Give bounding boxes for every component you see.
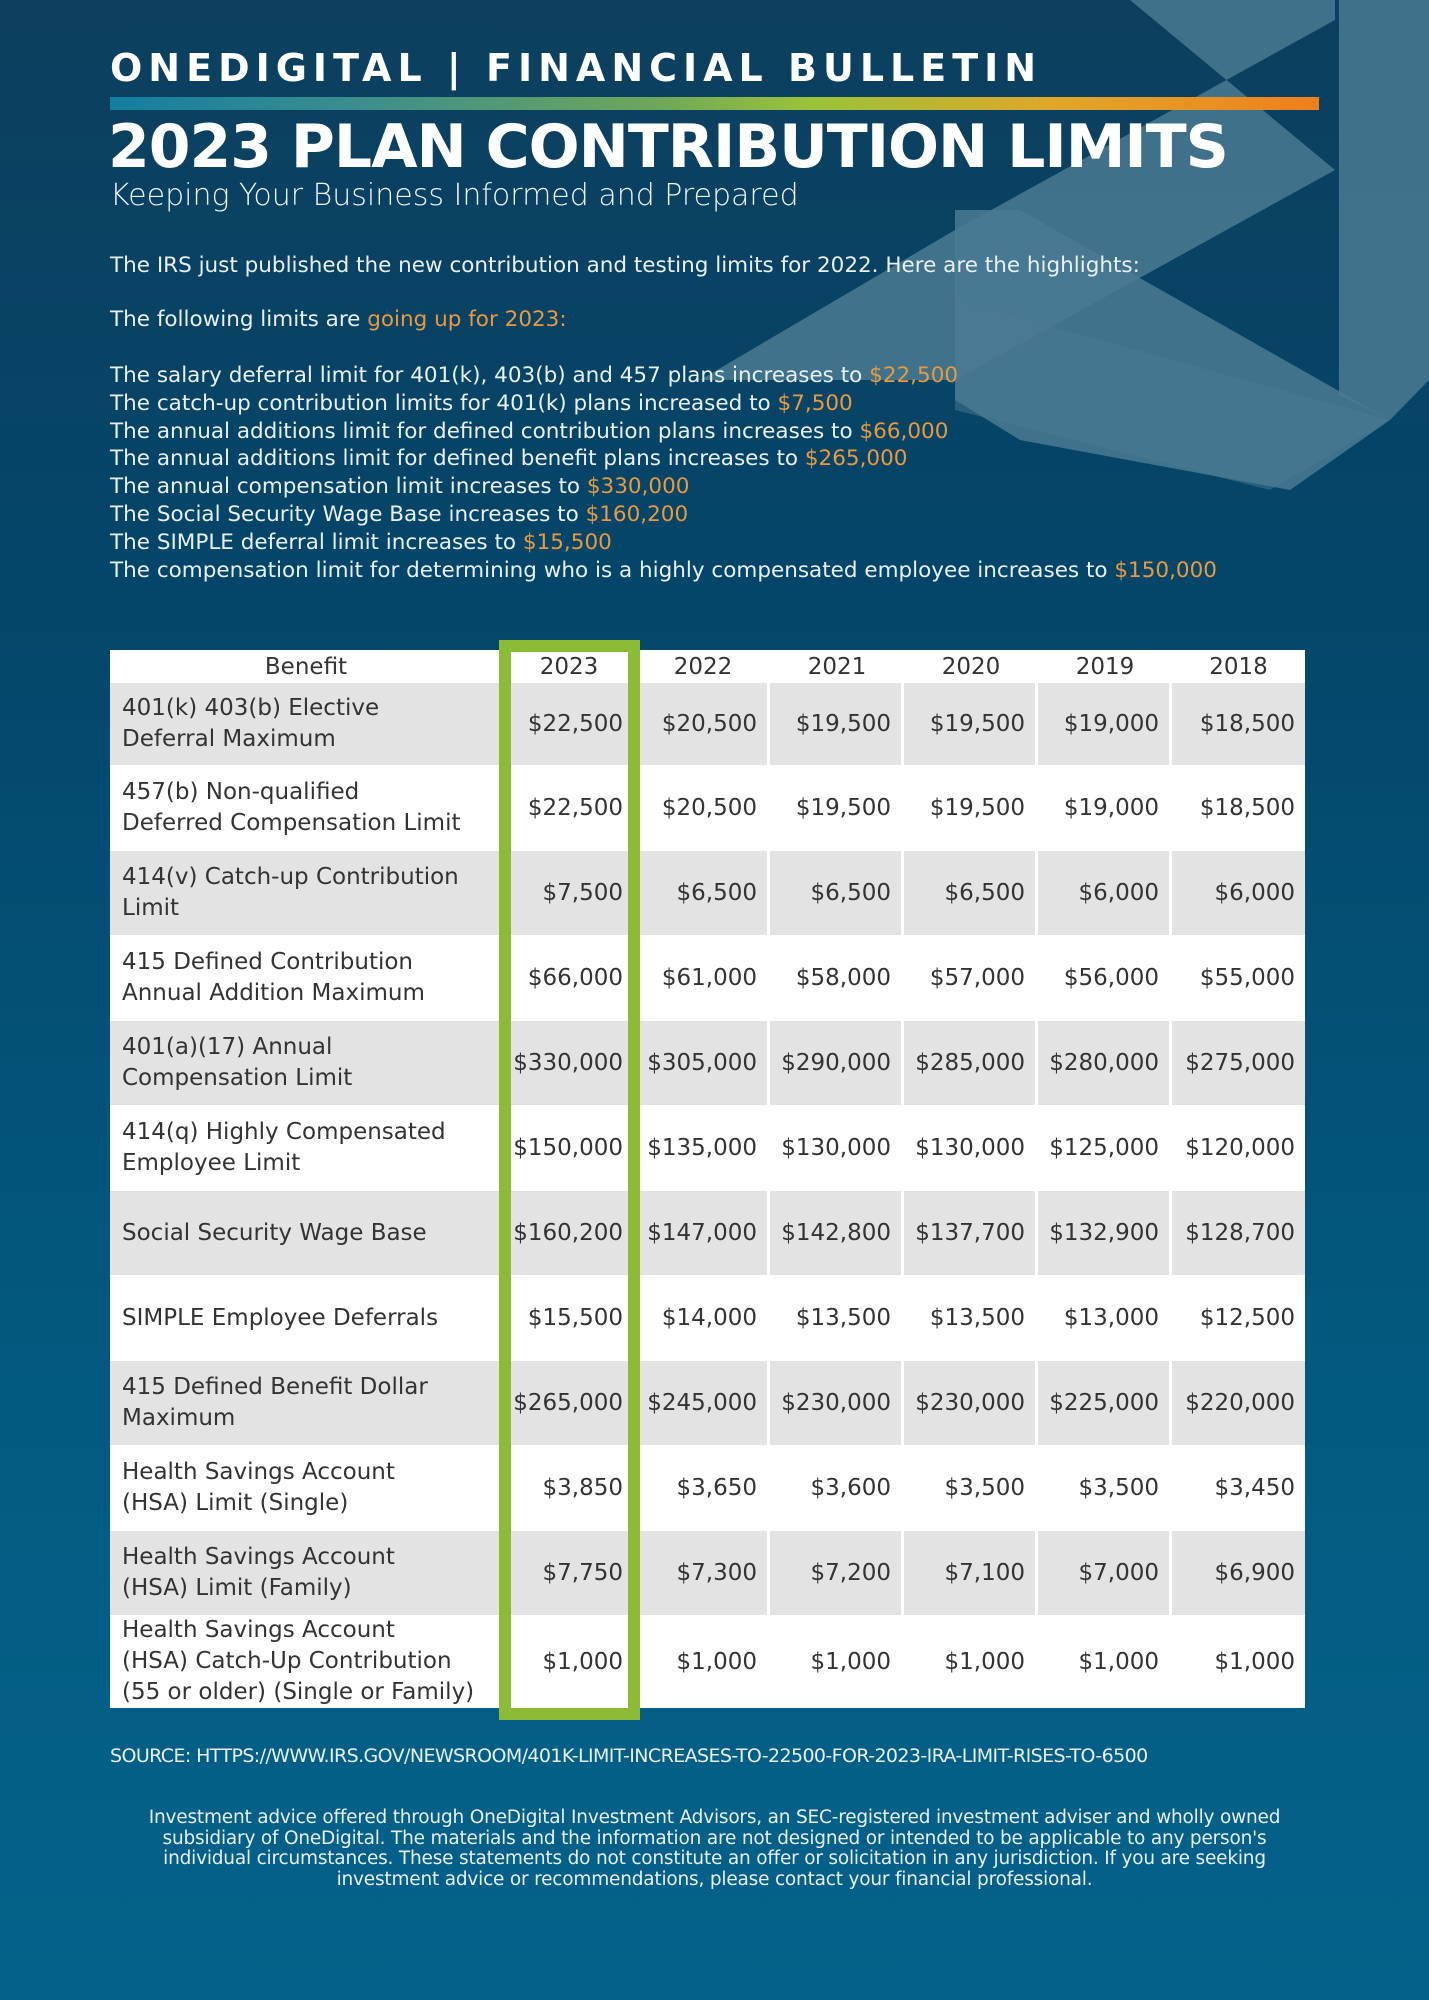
value-cell: $18,500 [1172, 683, 1305, 765]
benefit-label [110, 1275, 502, 1361]
value-cell: $6,900 [1172, 1531, 1305, 1615]
value-cell: $7,000 [1038, 1531, 1172, 1615]
column-header-year: 2021 [770, 650, 904, 683]
benefit-label-line: (55 or older) (Single or Family) [122, 1679, 475, 1705]
value-cell: $230,000 [770, 1361, 904, 1445]
value-cell-highlighted: $7,500 [502, 851, 636, 935]
value-cell: $19,000 [1038, 765, 1172, 851]
value-cell: $19,000 [1038, 683, 1172, 765]
limit-item-text: The compensation limit for determining who is a highly compensated employee increases to [110, 557, 1115, 583]
benefit-label [110, 1615, 502, 1708]
value-cell: $57,000 [904, 935, 1038, 1021]
limits-list [110, 362, 1217, 584]
disclaimer [110, 1808, 1319, 1890]
table-row [110, 765, 1305, 851]
limit-item [110, 390, 1217, 418]
value-cell: $3,600 [770, 1445, 904, 1531]
value-cell: $13,000 [1038, 1275, 1172, 1361]
value-cell-highlighted: $150,000 [502, 1105, 636, 1191]
limit-item [110, 473, 1217, 501]
disclaimer-line: subsidiary of OneDigital. The materials and the information are not designed or intended to be applicable to any person's [162, 1827, 1267, 1849]
limit-item-text: The catch-up contribution limits for 401(k) plans increased to [110, 390, 778, 416]
value-cell: $19,500 [904, 683, 1038, 765]
limit-item-text: The annual additions limit for defined contribution plans increases to [110, 418, 860, 444]
value-cell: $280,000 [1038, 1021, 1172, 1105]
value-cell: $3,650 [636, 1445, 770, 1531]
limit-item-text: The annual compensation limit increases to [110, 474, 587, 500]
disclaimer-line: Investment advice offered through OneDigital Investment Advisors, an SEC-registered investment adviser and wholly owned [148, 1807, 1281, 1828]
hexagon-band-right [1339, 0, 1429, 420]
value-cell-highlighted: $160,200 [502, 1191, 636, 1275]
benefit-label-line: (HSA) Catch-Up Contribution [122, 1648, 452, 1674]
value-cell-highlighted: $22,500 [502, 683, 636, 765]
limits-table [110, 650, 1305, 1708]
limit-item-value: $160,200 [585, 501, 689, 527]
value-cell-highlighted: $330,000 [502, 1021, 636, 1105]
limit-item-text: The annual additions limit for defined benefit plans increases to [110, 446, 805, 472]
value-cell: $225,000 [1038, 1361, 1172, 1445]
benefit-label-line: 415 Defined Benefit Dollar [122, 1374, 428, 1400]
column-header-year: 2019 [1038, 650, 1172, 683]
lead-text [110, 307, 567, 332]
intro-text: The IRS just published the new contribution and testing limits for 2022. Here are the highlights: [110, 253, 1140, 278]
benefit-label-line: Health Savings Account [122, 1459, 395, 1485]
value-cell: $61,000 [636, 935, 770, 1021]
limit-item [110, 418, 1217, 446]
column-header-year: 2022 [636, 650, 770, 683]
benefit-label [110, 765, 502, 851]
table-row [110, 1361, 1305, 1445]
value-cell: $13,500 [770, 1275, 904, 1361]
gradient-accent-bar [110, 97, 1319, 110]
page-subtitle: Keeping Your Business Informed and Prepared [110, 178, 799, 213]
value-cell: $6,000 [1172, 851, 1305, 935]
limit-item-value: $7,500 [777, 390, 853, 416]
limit-item-text: The SIMPLE deferral limit increases to [110, 529, 523, 555]
limits-table-container [110, 650, 1305, 1708]
value-cell: $6,000 [1038, 851, 1172, 935]
value-cell: $1,000 [1172, 1615, 1305, 1708]
table-row [110, 1021, 1305, 1105]
value-cell: $132,900 [1038, 1191, 1172, 1275]
limit-item [110, 501, 1217, 529]
value-cell: $3,500 [904, 1445, 1038, 1531]
value-cell: $1,000 [636, 1615, 770, 1708]
value-cell: $6,500 [636, 851, 770, 935]
value-cell-highlighted: $7,750 [502, 1531, 636, 1615]
benefit-label-line: 415 Defined Contribution [122, 949, 414, 975]
value-cell: $137,700 [904, 1191, 1038, 1275]
benefit-label [110, 683, 502, 765]
benefit-label-line: Annual Addition Maximum [122, 980, 425, 1006]
benefit-label-line: SIMPLE Employee Deferrals [122, 1304, 439, 1331]
benefit-label-line: Social Security Wage Base [122, 1219, 427, 1246]
value-cell: $135,000 [636, 1105, 770, 1191]
benefit-label-line: 401(a)(17) Annual [122, 1034, 333, 1060]
value-cell: $3,500 [1038, 1445, 1172, 1531]
limit-item [110, 557, 1217, 585]
column-header-benefit: Benefit [110, 650, 502, 683]
limit-item [110, 445, 1217, 473]
value-cell: $290,000 [770, 1021, 904, 1105]
benefit-label [110, 1445, 502, 1531]
lead-highlight: going up for 2023: [367, 307, 567, 332]
benefit-label-line: Deferral Maximum [122, 726, 336, 752]
benefit-label [110, 851, 502, 935]
benefit-label-line: Compensation Limit [122, 1065, 353, 1091]
table-row [110, 851, 1305, 935]
value-cell: $305,000 [636, 1021, 770, 1105]
value-cell: $230,000 [904, 1361, 1038, 1445]
value-cell: $14,000 [636, 1275, 770, 1361]
benefit-label [110, 1105, 502, 1191]
value-cell: $125,000 [1038, 1105, 1172, 1191]
benefit-label-line: 401(k) 403(b) Elective [122, 695, 380, 721]
benefit-label [110, 1191, 502, 1275]
limit-item-value: $15,500 [522, 529, 612, 555]
value-cell: $220,000 [1172, 1361, 1305, 1445]
value-cell: $7,300 [636, 1531, 770, 1615]
column-header-year: 2020 [904, 650, 1038, 683]
benefit-label [110, 1361, 502, 1445]
value-cell: $245,000 [636, 1361, 770, 1445]
value-cell: $7,100 [904, 1531, 1038, 1615]
table-row [110, 1275, 1305, 1361]
benefit-label-line: Health Savings Account [122, 1544, 395, 1570]
disclaimer-line: individual circumstances. These statements do not constitute an offer or solicitation in any jurisdiction. If you are seeking [163, 1848, 1266, 1869]
benefit-label-line: 414(v) Catch-up Contribution [122, 864, 459, 890]
disclaimer-line: investment advice or recommendations, please contact your financial professional. [336, 1868, 1093, 1890]
benefit-label-line: Deferred Compensation Limit [122, 810, 461, 836]
value-cell-highlighted: $22,500 [502, 765, 636, 851]
value-cell: $6,500 [904, 851, 1038, 935]
table-row [110, 1445, 1305, 1531]
value-cell: $130,000 [904, 1105, 1038, 1191]
limit-item-text: The Social Security Wage Base increases to [110, 501, 586, 527]
benefit-label-line: Maximum [122, 1405, 236, 1431]
benefit-label-line: 457(b) Non-qualified [122, 779, 360, 805]
value-cell: $20,500 [636, 765, 770, 851]
limit-item-value: $66,000 [859, 418, 949, 444]
benefit-label-line: Employee Limit [122, 1150, 301, 1176]
value-cell: $1,000 [770, 1615, 904, 1708]
value-cell: $19,500 [770, 765, 904, 851]
value-cell: $142,800 [770, 1191, 904, 1275]
value-cell: $56,000 [1038, 935, 1172, 1021]
source-citation: SOURCE: HTTPS://WWW.IRS.GOV/NEWSROOM/401K-LIMIT-INCREASES-TO-22500-FOR-2023-IRA-LIMIT-RISES-TO-6500 [110, 1745, 1148, 1767]
limit-item-value: $330,000 [586, 474, 690, 500]
column-header-year: 2018 [1172, 650, 1305, 683]
value-cell: $7,200 [770, 1531, 904, 1615]
page-title: 2023 PLAN CONTRIBUTION LIMITS [108, 112, 1228, 182]
benefit-label-line: Health Savings Account [122, 1617, 395, 1643]
benefit-label-line: (HSA) Limit (Single) [122, 1490, 349, 1516]
table-row [110, 935, 1305, 1021]
value-cell: $58,000 [770, 935, 904, 1021]
value-cell: $275,000 [1172, 1021, 1305, 1105]
value-cell: $55,000 [1172, 935, 1305, 1021]
table-row [110, 1191, 1305, 1275]
value-cell: $20,500 [636, 683, 770, 765]
value-cell: $130,000 [770, 1105, 904, 1191]
value-cell: $285,000 [904, 1021, 1038, 1105]
table-row [110, 1531, 1305, 1615]
brand-header: ONEDIGITAL | FINANCIAL BULLETIN [110, 46, 1043, 90]
value-cell: $6,500 [770, 851, 904, 935]
limit-item-text: The salary deferral limit for 401(k), 403(b) and 457 plans increases to [110, 363, 870, 388]
value-cell-highlighted: $15,500 [502, 1275, 636, 1361]
value-cell: $147,000 [636, 1191, 770, 1275]
benefit-label-line: 414(q) Highly Compensated [122, 1119, 446, 1145]
table-row [110, 1615, 1305, 1708]
value-cell: $18,500 [1172, 765, 1305, 851]
value-cell-highlighted: $265,000 [502, 1361, 636, 1445]
value-cell: $3,450 [1172, 1445, 1305, 1531]
limit-item-value: $150,000 [1114, 557, 1217, 583]
benefit-label [110, 1531, 502, 1615]
table-row [110, 683, 1305, 765]
benefit-label [110, 1021, 502, 1105]
value-cell: $1,000 [904, 1615, 1038, 1708]
value-cell: $128,700 [1172, 1191, 1305, 1275]
limit-item [110, 362, 1217, 390]
benefit-label-line: (HSA) Limit (Family) [122, 1575, 352, 1601]
value-cell-highlighted: $3,850 [502, 1445, 636, 1531]
value-cell: $19,500 [770, 683, 904, 765]
value-cell-highlighted: $66,000 [502, 935, 636, 1021]
lead-plain: The following limits are [110, 307, 368, 332]
benefit-label [110, 935, 502, 1021]
benefit-label-line: Limit [122, 895, 180, 921]
value-cell: $12,500 [1172, 1275, 1305, 1361]
limit-item-value: $265,000 [804, 446, 908, 472]
table-row [110, 1105, 1305, 1191]
value-cell: $120,000 [1172, 1105, 1305, 1191]
value-cell: $13,500 [904, 1275, 1038, 1361]
column-header-year: 2023 [502, 650, 636, 683]
limit-item-value: $22,500 [869, 363, 959, 388]
value-cell-highlighted: $1,000 [502, 1615, 636, 1708]
table-header-row [110, 650, 1305, 683]
limit-item [110, 529, 1217, 557]
value-cell: $19,500 [904, 765, 1038, 851]
value-cell: $1,000 [1038, 1615, 1172, 1708]
